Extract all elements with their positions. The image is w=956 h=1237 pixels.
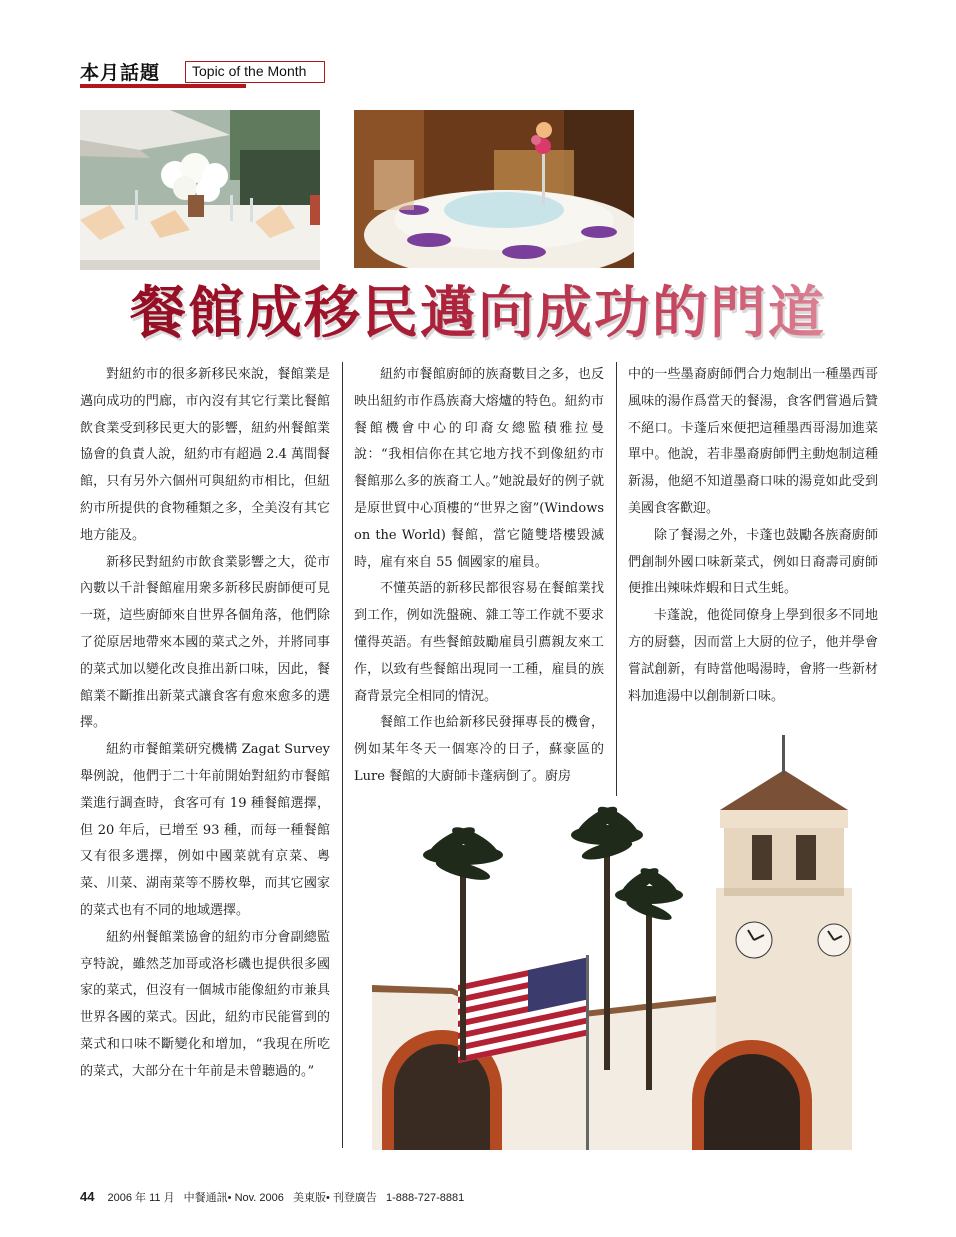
article-column-2: [354, 362, 604, 791]
issue-date: 2006 年 11 月: [107, 1192, 175, 1204]
paragraph: 除了餐湯之外，卡蓬也鼓勵各族裔廚師們創制外國口味新菜式，例如日裔壽司廚師便推出辣味炸蝦和日式生蚝。: [628, 527, 878, 597]
outdoor-dining-photo: [80, 110, 320, 270]
paragraph: 不懂英語的新移民都很容易在餐館業找到工作，例如洗盤碗、雜工等工作就不要求懂得英語。有些餐館鼓勵雇員引薦親友來工作，以致有些餐館出現同一工種，雇員的族裔背景完全相同的情況。: [354, 581, 604, 704]
phone-number: 1-888-727-8881: [385, 1192, 465, 1204]
paragraph: 對紐約市的很多新移民來說，餐館業是邁向成功的門廊，市內沒有其它行業比餐館飲食業受到移民更大的影響，紐約州餐館業協會的負責人說，紐約市有超過 2.4 萬間餐館，只有另外六個州可與紐約市相比，但紐約市所提供的食物種類之多，全美沒有其它地方能及。: [80, 367, 330, 543]
paragraph: 中的一些墨裔廚師們合力炮制出一種墨西哥風味的湯作爲當天的餐湯，食客們嘗過后贊不絕口。卡蓬后來便把這種墨西哥湯加進菜單中。他說，若非墨裔廚師們主動炮制這種新湯，他絕不知道墨裔口味的湯竟如此受到美國食客歡迎。: [628, 367, 878, 516]
paragraph: 卡蓬說，他從同僚身上學到很多不同地方的厨藝，因而當上大厨的位子，他并學會嘗試創新，有時當他喝湯時，會將一些新材料加進湯中以創制新口味。: [628, 608, 878, 704]
paragraph: 新移民對紐約市飲食業影響之大，從市內數以千計餐館雇用衆多新移民廚師便可見一斑，這些廚師來自世界各個角落，他們除了從原居地帶來本國的菜式之外，并將同事的菜式加以變化改良推出新口味，因此，餐館業不斷推出新菜式讓食客有愈來愈多的選擇。: [80, 554, 330, 731]
page-footer: [80, 1189, 470, 1205]
article-column-3: [628, 362, 878, 710]
section-tag: Topic of the Month: [185, 61, 325, 83]
paragraph: 紐約市餐館業研究機構 Zagat Survey 舉例說，他們于二十年前開始對紐約市餐館業進行調查時，食客可有 19 種餐館選擇，但 20 年后，已增至 93 種，而每一種餐館又有很多選擇，例如中國菜就有京菜、粵菜、川菜、湖南菜等不勝枚舉，而其它國家的菜式也有不同的地域選擇。: [80, 742, 330, 918]
paragraph: 餐館工作也給新移民發揮專長的機會，例如某年冬天一個寒冷的日子，蘇豪區的 Lure 餐館的大廚師卡蓬病倒了。廚房: [354, 715, 604, 784]
headline: 餐館成移民邁向成功的門道: [0, 278, 956, 348]
publication-name: 中餐通訊• Nov. 2006: [183, 1192, 284, 1204]
page-number: 44: [80, 1189, 95, 1204]
paragraph: 紐約市餐館廚師的族裔數目之多，也反映出紐約市作爲族裔大熔爐的特色。紐約市餐館機會中心的印裔女總監積雅拉曼說：“我相信你在其它地方找不到像紐約市餐館那么多的族裔工人。”她說最好的例子就是原世貿中心頂樓的“世界之窗”(Windows on the World) 餐館，當它隨雙塔樓毀滅時，雇有來自 55 個國家的雇員。: [354, 367, 604, 570]
section-underline: [80, 84, 246, 88]
edition-label: 美東版• 刊登廣告: [292, 1192, 377, 1204]
paragraph: 紐約州餐館業協會的紐約市分會副總監亨特說，雖然芝加哥或洛杉磯也提供很多國家的菜式，但沒有一個城市能像紐約市兼具世界各國的菜式。因此，紐約市民能嘗到的菜式和口味不斷變化和增加，“我現在所吃的菜式，大部分在十年前是未曾聽過的。”: [80, 929, 330, 1079]
banquet-table-photo: [354, 110, 634, 268]
column-divider: [342, 362, 343, 1148]
section-title: 本月話題: [80, 62, 161, 84]
article-column-1: [80, 362, 330, 1086]
clock-tower-photo: [372, 730, 878, 1150]
